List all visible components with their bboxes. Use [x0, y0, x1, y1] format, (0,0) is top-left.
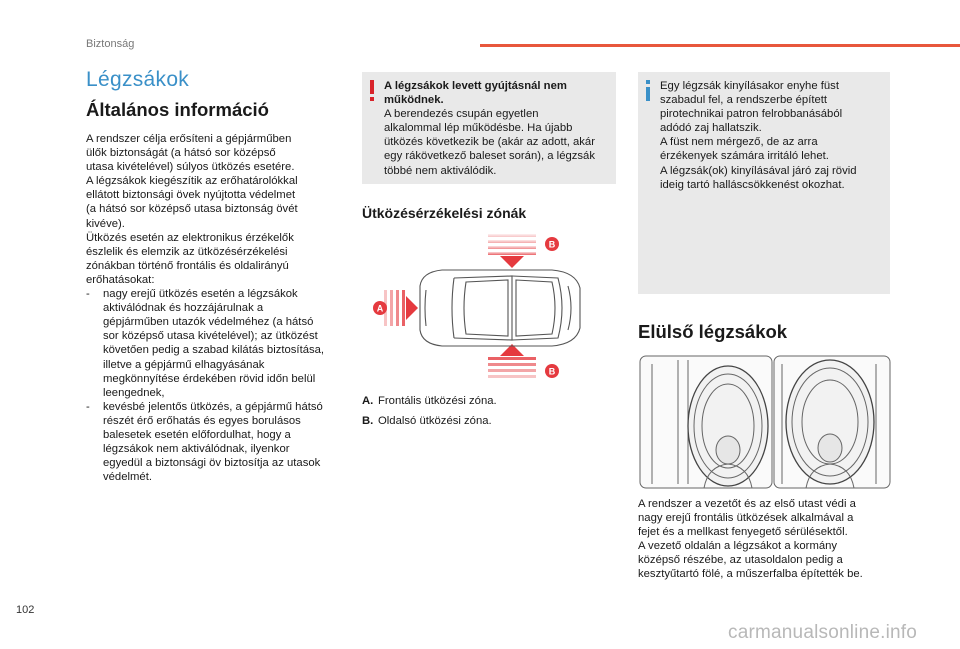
text-line: A légzsákok kiegészítik az erőhatárolókkal [86, 175, 298, 188]
text-line: A rendszer célja erősíteni a gépjárműben [86, 133, 292, 145]
text-line: szabadul fel, a rendszerbe épített [660, 94, 828, 107]
text-line: Egy légzsák kinyílásakor enyhe füst [660, 80, 839, 92]
text-line: alkalommal lép működésbe. Ha újabb [384, 122, 573, 135]
text-line: érzékenyek számára irritáló lehet. [660, 150, 829, 163]
warning-bold-text [384, 79, 610, 107]
label-b-bottom-marker [545, 364, 559, 378]
text-line: többé nem aktiválódik. [384, 164, 497, 177]
text-line: utasa kivételével) súlyos ütközés esetére. [86, 161, 295, 174]
text-line: nagy erejű frontális ütközések alkalmával a [638, 512, 854, 525]
car-outline [420, 270, 580, 346]
general-info-heading: Általános információ [86, 99, 269, 120]
general-info-body [86, 132, 350, 484]
text-line: légzsákok nem aktiválódnak, ilyenkor [103, 443, 290, 456]
legend-item-a [362, 394, 616, 408]
text-line: balesetek esetén előfordulhat, hogy a [103, 428, 291, 441]
text-line: pirotechnikai patron felrobbanásából [660, 108, 843, 121]
text-line: ideig tartó halláscsökkenést okozhat. [660, 178, 845, 191]
front-zone [384, 290, 418, 326]
text-line: A rendszer a vezetőt és az első utast védi a [638, 498, 856, 510]
zones-legend [362, 394, 616, 428]
text-line: ellátott biztonsági övek nyújtotta védelmet [86, 189, 296, 202]
legend-key-b: B. [362, 415, 374, 427]
front-airbags-body [638, 497, 894, 582]
text-line: ütközés következik be (akár az adott, akár [384, 136, 595, 149]
text-line: nagy erejű ütközés esetén a légzsákok [103, 288, 298, 301]
text-line: működnek. [384, 94, 444, 107]
bullet-dash: - [86, 288, 90, 301]
exclamation-icon [368, 80, 376, 102]
text-line: aktiválódnak és hozzájárulnak a [103, 302, 264, 315]
label-b-top-marker [545, 237, 559, 251]
zones-heading: Ütközésérzékelési zónák [362, 205, 527, 221]
text-line: követően pedig a szabad kilátás biztosítása, [103, 344, 325, 357]
text-line: A berendezés csupán egyetlen [384, 108, 539, 121]
text-line: kivéve). [86, 217, 125, 230]
text-line: leengednek, [103, 386, 165, 399]
text-line: A füst nem mérgező, de az arra [660, 136, 818, 149]
text-line: részét érő erőhatás és egyes borulásos [103, 414, 301, 427]
label-b-bottom: B [548, 366, 556, 377]
text-line: zónákban történő frontális és oldalirányú [86, 259, 289, 272]
warning-body-text [384, 107, 610, 177]
bullet-text [103, 287, 350, 400]
text-line: Ütközés esetén az elektronikus érzékelők [86, 231, 294, 244]
text-line: megkönnyítése érdekében rövid időn belül [103, 372, 316, 385]
text-line: egyedül a biztonsági öv biztosítja az utasok [103, 457, 321, 470]
page-title: Légzsákok [86, 68, 190, 91]
general-info-paragraphs [86, 132, 350, 287]
warning-text [384, 79, 610, 178]
front-airbags-illustration [638, 354, 892, 490]
section-header: Biztonság [86, 38, 135, 50]
watermark: carmanualsonline.info [728, 622, 918, 643]
legend-item-b [362, 414, 616, 428]
front-airbags-text [638, 497, 894, 582]
legend-text-a: Frontális ütközési zóna. [378, 395, 497, 407]
legend-text-b: Oldalsó ütközési zóna. [378, 415, 492, 427]
text-line: A vezető oldalán a légzsákot a kormány [638, 540, 838, 553]
text-line: védelmét. [103, 471, 152, 484]
text-line: erőhatásokat: [86, 273, 155, 286]
text-line: ülők biztonságát (a hátsó sor középső [86, 147, 276, 160]
label-a-marker [373, 301, 387, 315]
text-line: gépjárműben utazók védelméhez (a hátsó [103, 316, 314, 329]
text-line: egy rákövetkező baleset során), a légzsák [384, 150, 595, 163]
text-line: A légzsákok levett gyújtásnál nem [384, 80, 567, 92]
text-line: fejet és a mellkast fenyegető sérülésektől. [638, 526, 848, 539]
info-body-text [660, 79, 886, 192]
info-icon [644, 80, 652, 102]
side-zone-bottom [488, 344, 536, 378]
bullet-text [103, 400, 350, 485]
text-line: A légzsák(ok) kinyílásával járó zaj rövid [660, 164, 857, 177]
page-number: 102 [16, 604, 35, 616]
bullet-dash: - [86, 400, 90, 413]
header-accent-bar [480, 44, 960, 47]
text-line: (a hátsó sor középső utasa biztonság övét [86, 203, 298, 216]
passenger-airbag-shape [786, 360, 874, 484]
text-line: kevésbé jelentős ütközés, a gépjármű hátsó [103, 400, 323, 413]
label-b-top: B [548, 239, 556, 250]
bullet-item [86, 400, 350, 485]
general-info-bullets [86, 287, 350, 484]
text-line: illetve a gépjármű elhagyásának [103, 358, 265, 371]
text-line: sor középső utasa kivételével); az ütközést [103, 330, 318, 343]
text-line: kesztyűtartó fölé, a műszerfalba építették be. [638, 568, 863, 581]
front-airbags-heading: Elülső légzsákok [638, 321, 788, 342]
bullet-item [86, 287, 350, 400]
collision-zones-diagram [362, 228, 616, 388]
legend-key-a: A. [362, 395, 374, 407]
info-text [660, 79, 886, 192]
text-line: észlelik és elemzik az ütközésérzékelési [86, 245, 288, 258]
label-a: A [376, 303, 384, 314]
text-line: adódó zaj hallatszik. [660, 122, 762, 135]
side-zone-top [488, 234, 536, 268]
text-line: középső részébe, az utasoldalon pedig a [638, 554, 843, 567]
